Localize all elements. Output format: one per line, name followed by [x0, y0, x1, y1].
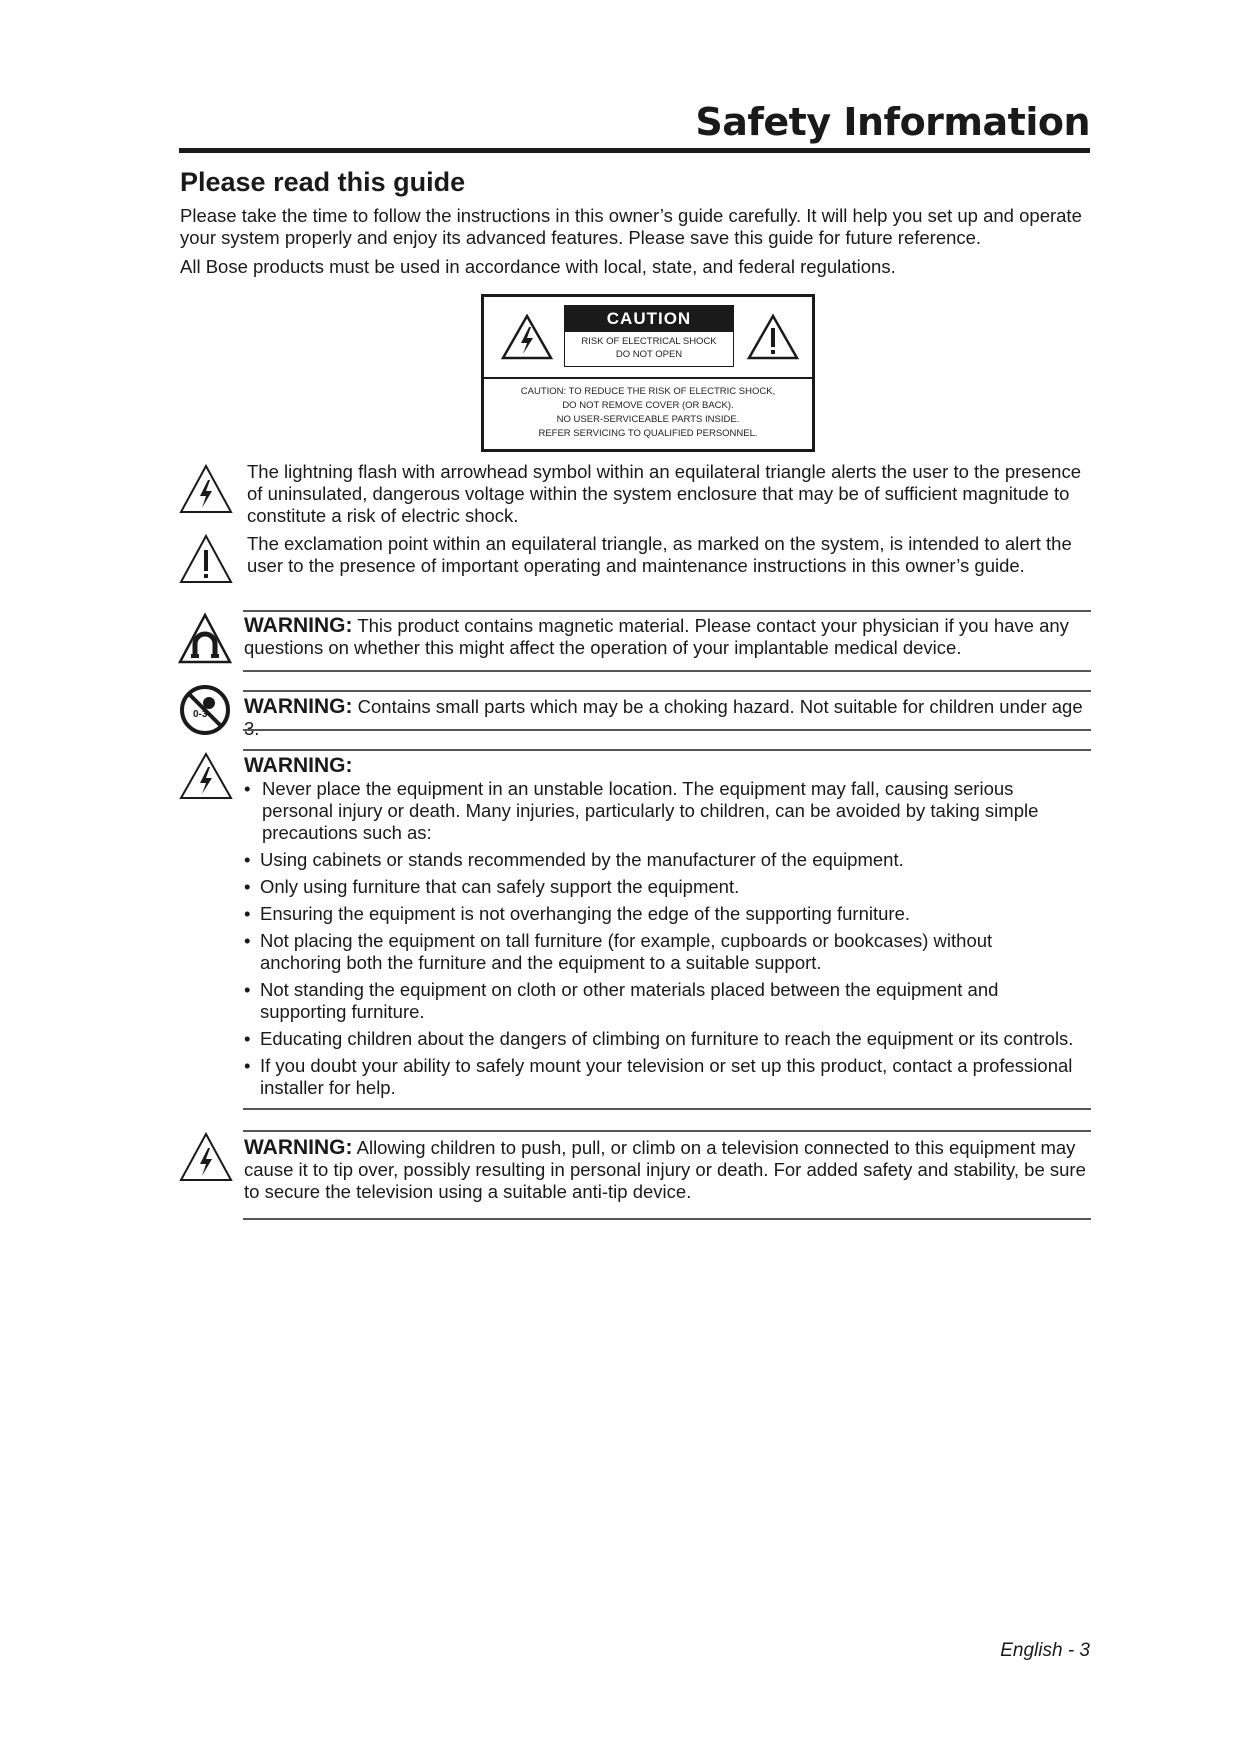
list-item: • Never place the equipment in an unstable location. The equipment may fall, causing serious personal injury or death. Many injuries, particularly to children, can be avoided by taking simple precautions such as: — [244, 778, 1039, 843]
list-item: • Using cabinets or stands recommended by the manufacturer of the equipment. — [244, 849, 904, 870]
lightning-triangle-icon — [178, 751, 234, 801]
page-number: English - 3 — [1000, 1640, 1090, 1661]
lightning-symbol-text: The lightning flash with arrowhead symbol within an equilateral triangle alerts the user to the presence of uninsulated, dangerous voltage within the system enclosure that may be of sufficient magnitude to constitute a risk of electric shock. — [247, 461, 1081, 526]
warning-label: WARNING: — [244, 695, 353, 718]
caution-title: CAUTION — [565, 306, 733, 332]
list-item: • Not placing the equipment on tall furniture (for example, cupboards or bookcases) without anchoring both the furniture and the equipment to a suitable support. — [244, 930, 993, 973]
choking-warning — [244, 696, 1094, 740]
divider-rule — [243, 1108, 1091, 1110]
divider-rule — [243, 729, 1091, 731]
caution-top — [484, 297, 812, 377]
caution-text-line-4: REFER SERVICING TO QUALIFIED PERSONNEL. — [538, 428, 758, 439]
caution-label-box — [481, 294, 815, 452]
divider-rule — [243, 1218, 1091, 1220]
divider-rule — [243, 670, 1091, 672]
magnetic-warning-text: This product contains magnetic material. Please contact your physician if you have any questions on whether this might affect the operation of your implantable medical device. — [244, 615, 1069, 658]
stability-bullet-list — [244, 778, 1074, 1104]
divider-rule — [243, 610, 1091, 612]
intro-paragraph-2: All Bose products must be used in accordance with local, state, and federal regulations. — [180, 256, 896, 277]
age-label: 0-3 — [193, 709, 208, 720]
caution-text-line-3: NO USER-SERVICEABLE PARTS INSIDE. — [556, 414, 740, 425]
warning-label: WARNING: — [244, 1136, 353, 1159]
warning-label: WARNING: — [244, 614, 353, 637]
list-item: • Not standing the equipment on cloth or other materials placed between the equipment and supporting furniture. — [244, 979, 999, 1022]
lightning-triangle-icon — [178, 1131, 234, 1183]
section-heading: Please read this guide — [180, 167, 466, 197]
exclamation-triangle-icon — [178, 533, 234, 585]
page-title: Safety Information — [695, 100, 1090, 144]
intro-paragraph-1: Please take the time to follow the instructions in this owner’s guide carefully. It will help you set up and operate your system properly and enjoy its advanced features. Please save this guide for future reference. — [180, 205, 1082, 248]
no-small-children-icon — [178, 683, 232, 737]
divider-rule — [243, 1130, 1091, 1132]
tip-over-warning-text: Allowing children to push, pull, or climb on a television connected to this equipment may cause it to tip over, possibly resulting in personal injury or death. For added safety and stability, be sure to secure the television using a suitable anti-tip device. — [244, 1137, 1086, 1202]
caution-center-panel — [564, 305, 734, 367]
exclamation-symbol-text: The exclamation point within an equilateral triangle, as marked on the system, is intended to alert the user to the presence of important operating and maintenance instructions in this owner’s guide. — [247, 533, 1072, 576]
list-item: • Ensuring the equipment is not overhanging the edge of the supporting furniture. — [244, 903, 910, 924]
lightning-triangle-icon — [178, 463, 234, 515]
magnet-warning-icon — [177, 612, 233, 666]
caution-sub-line-2: DO NOT OPEN — [615, 349, 683, 360]
divider-rule — [243, 749, 1091, 751]
warning-label: WARNING: — [244, 754, 353, 777]
caution-sub-line-1: RISK OF ELECTRICAL SHOCK — [581, 336, 717, 347]
caution-text-line-2: DO NOT REMOVE COVER (OR BACK). — [562, 400, 734, 411]
stability-warning-heading — [244, 755, 1094, 777]
list-item: • Educating children about the dangers of climbing on furniture to reach the equipment or its controls. — [244, 1028, 1074, 1049]
tip-over-warning — [244, 1137, 1094, 1203]
caution-divider — [484, 377, 812, 379]
list-item: • Only using furniture that can safely support the equipment. — [244, 876, 740, 897]
header-rule — [179, 148, 1090, 153]
exclamation-triangle-icon — [746, 313, 800, 361]
list-item: • If you doubt your ability to safely mount your television or set up this product, contact a professional installer for help. — [244, 1055, 1073, 1098]
caution-text — [484, 385, 812, 441]
lightning-triangle-icon — [500, 313, 554, 361]
magnetic-warning — [244, 615, 1094, 659]
divider-rule — [243, 690, 1091, 692]
caution-text-line-1: CAUTION: TO REDUCE THE RISK OF ELECTRIC SHOCK, — [520, 386, 776, 397]
choking-warning-text: Contains small parts which may be a choking hazard. Not suitable for children under age — [357, 696, 1083, 717]
